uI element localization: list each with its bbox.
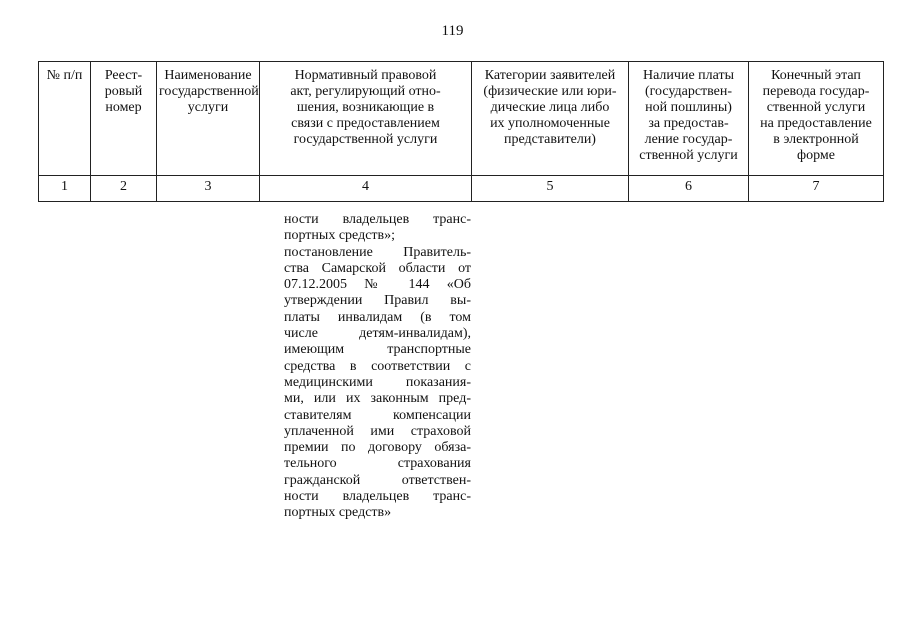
text-line: тельного страхования bbox=[284, 456, 471, 472]
text-line: 07.12.2005 № 144 «Об bbox=[284, 277, 471, 293]
page-number: 119 bbox=[441, 23, 464, 39]
column-number-cell: 7 bbox=[749, 176, 884, 202]
text-line: утверждении Правил вы- bbox=[284, 293, 471, 309]
text-line: средства в соответствии с bbox=[284, 358, 471, 374]
text-line: уплаченной ими страховой bbox=[284, 423, 471, 439]
header-cell-service-name: Наименование государственной услуги bbox=[157, 62, 260, 176]
column-number-row bbox=[39, 176, 884, 202]
text-line: ства Самарской области от bbox=[284, 260, 471, 276]
services-registry-table bbox=[38, 61, 884, 202]
legal-act-continuation-text bbox=[284, 212, 471, 522]
text-line: ставителям компенсации bbox=[284, 407, 471, 423]
header-cell-fee: Наличие платы (государствен- ной пошлины) за предостав- ление государ- ственной услуги bbox=[629, 62, 749, 176]
header-cell-legal-act: Нормативный правовой акт, регулирующий отно- шения, возникающие в связи с предоставлением государственной услуги bbox=[260, 62, 472, 176]
text-line: числе детям-инвалидам), bbox=[284, 326, 471, 342]
header-cell-electronic-stage: Конечный этап перевода государ- ственной услуги на предоставление в электронной форме bbox=[749, 62, 884, 176]
column-number-cell: 6 bbox=[629, 176, 749, 202]
column-number-cell: 2 bbox=[91, 176, 157, 202]
text-line: медицинскими показания- bbox=[284, 374, 471, 390]
text-line: портных средств» bbox=[284, 505, 392, 521]
text-line: ности владельцев транс- bbox=[284, 212, 471, 227]
text-line: имеющим транспортные bbox=[284, 342, 471, 358]
text-line: ми, или их законным пред- bbox=[284, 391, 471, 407]
text-line: портных средств»; bbox=[284, 228, 396, 244]
header-cell-applicant-categories: Категории заявителей (физические или юри- дические лица либо их уполномоченные представители) bbox=[472, 62, 629, 176]
column-number-cell: 5 bbox=[472, 176, 629, 202]
text-line: ности владельцев транс- bbox=[284, 489, 471, 505]
column-number-cell: 3 bbox=[157, 176, 260, 202]
column-number-cell: 1 bbox=[39, 176, 91, 202]
text-line: платы инвалидам (в том bbox=[284, 309, 471, 325]
column-number-cell: 4 bbox=[260, 176, 472, 202]
header-cell-registry-number: Реест- ровый номер bbox=[91, 62, 157, 176]
header-cell-number: № п/п bbox=[39, 62, 91, 176]
text-line: премии по договору обяза- bbox=[284, 440, 471, 456]
text-line: гражданской ответствен- bbox=[284, 472, 471, 488]
text-line: постановление Правитель- bbox=[284, 244, 471, 260]
table-header-row bbox=[39, 62, 884, 176]
